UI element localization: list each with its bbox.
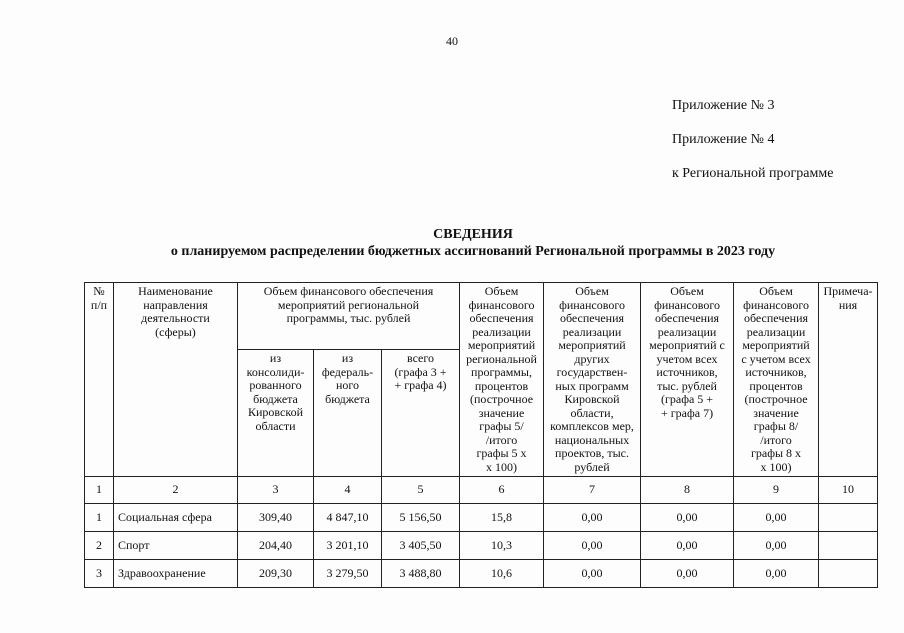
column-number: 10 (819, 477, 878, 504)
document-subtitle: о планируемом распределении бюджетных ассигнований Региональной программы в 2023 году (170, 244, 776, 259)
header-total: всего (графа 3 + + графа 4) (382, 350, 460, 477)
cell-federal: 3 201,10 (314, 532, 382, 560)
cell-note (819, 532, 878, 560)
page-number: 40 (446, 34, 458, 48)
cell-percent-all: 0,00 (734, 504, 819, 532)
cell-federal: 3 279,50 (314, 560, 382, 588)
column-number: 4 (314, 477, 382, 504)
row-name: Социальная сфера (114, 504, 238, 532)
column-number: 6 (460, 477, 544, 504)
row-name: Спорт (114, 532, 238, 560)
cell-percent-all: 0,00 (734, 560, 819, 588)
cell-percent-regional: 10,3 (460, 532, 544, 560)
cell-consolidated: 209,30 (238, 560, 314, 588)
appendix-line-2: Приложение № 4 (672, 132, 775, 147)
cell-other-programs: 0,00 (544, 504, 641, 532)
row-name: Здравоохранение (114, 560, 238, 588)
cell-percent-regional: 15,8 (460, 504, 544, 532)
cell-other-programs: 0,00 (544, 532, 641, 560)
cell-note (819, 560, 878, 588)
column-number: 3 (238, 477, 314, 504)
column-number-row (85, 477, 878, 504)
header-percent-regional: Объем финансового обеспечения реализации мероприятий региональной программы, процентов (построчное значение графы 5/ /итого графы 5 х х 100) (460, 283, 544, 477)
document-title: СВЕДЕНИЯ (433, 227, 513, 242)
header-all-sources: Объем финансового обеспечения реализации мероприятий с учетом всех источников, тыс. рублей (графа 5 + + графа 7) (641, 283, 734, 477)
cell-other-programs: 0,00 (544, 560, 641, 588)
cell-all-sources: 0,00 (641, 532, 734, 560)
header-row-top (85, 283, 878, 350)
budget-table (84, 282, 878, 588)
cell-federal: 4 847,10 (314, 504, 382, 532)
column-number: 9 (734, 477, 819, 504)
cell-consolidated: 204,40 (238, 532, 314, 560)
row-number: 3 (85, 560, 114, 588)
table-row (85, 504, 878, 532)
header-funding-group: Объем финансового обеспечения мероприятий региональной программы, тыс. рублей (238, 283, 460, 350)
header-percent-all: Объем финансового обеспечения реализации мероприятий с учетом всех источников, процентов (построчное значение графы 8/ /итого графы 8 х х 100) (734, 283, 819, 477)
column-number: 1 (85, 477, 114, 504)
table-row (85, 532, 878, 560)
column-number: 5 (382, 477, 460, 504)
appendix-line-1: Приложение № 3 (672, 98, 775, 113)
cell-all-sources: 0,00 (641, 560, 734, 588)
cell-consolidated: 309,40 (238, 504, 314, 532)
cell-percent-regional: 10,6 (460, 560, 544, 588)
row-number: 1 (85, 504, 114, 532)
cell-total: 3 405,50 (382, 532, 460, 560)
cell-total: 5 156,50 (382, 504, 460, 532)
column-number: 7 (544, 477, 641, 504)
row-number: 2 (85, 532, 114, 560)
column-number: 8 (641, 477, 734, 504)
appendix-line-3: к Региональной программе (672, 166, 834, 181)
cell-all-sources: 0,00 (641, 504, 734, 532)
cell-note (819, 504, 878, 532)
cell-total: 3 488,80 (382, 560, 460, 588)
cell-percent-all: 0,00 (734, 532, 819, 560)
column-number: 2 (114, 477, 238, 504)
header-other-programs: Объем финансового обеспечения реализации мероприятий других государствен- ных программ Кировской области, комплексов мер, национальных проектов, тыс. рублей (544, 283, 641, 477)
header-note: Примеча- ния (819, 283, 878, 477)
header-federal: из федераль- ного бюджета (314, 350, 382, 477)
header-consolidated: из консолиди- рованного бюджета Кировской области (238, 350, 314, 477)
table-row (85, 560, 878, 588)
header-num: № п/п (85, 283, 114, 477)
header-name: Наименование направления деятельности (сферы) (114, 283, 238, 477)
